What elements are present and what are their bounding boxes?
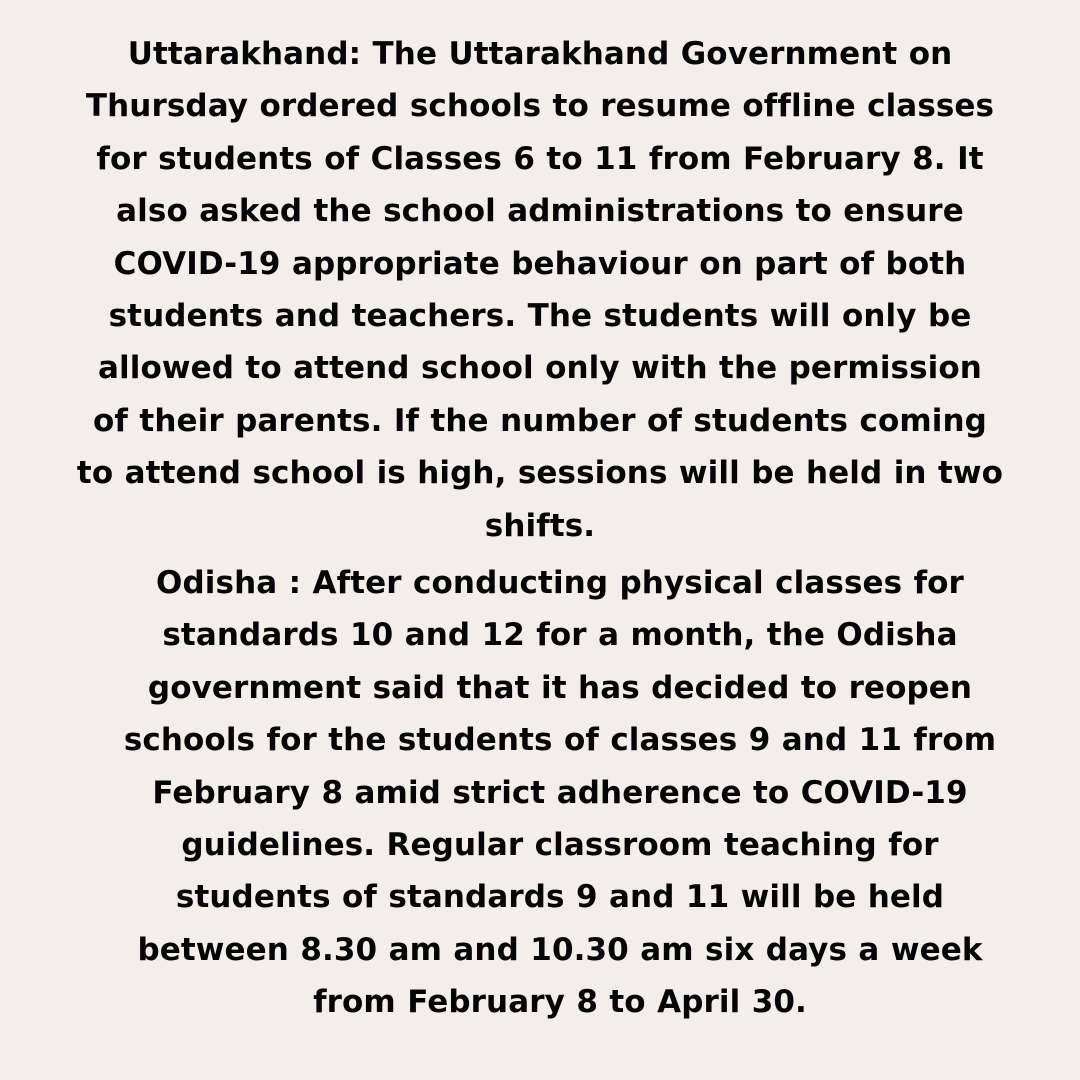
text-line: Uttarakhand: The Uttarakhand Government on: [127, 36, 953, 72]
text-line: guidelines. Regular classroom teaching for: [181, 827, 939, 864]
odisha-paragraph: [70, 557, 1050, 1029]
uttarakhand-paragraph: [30, 28, 1050, 552]
text-line: schools for the students of classes 9 and 11 from: [123, 722, 997, 759]
text-line: students of standards 9 and 11 will be held: [175, 879, 945, 916]
text-line: Thursday ordered schools to resume offline classes: [85, 88, 995, 125]
text-line: COVID-19 appropriate behaviour on part of both: [113, 245, 967, 282]
text-line: Odisha : After conducting physical classes for: [156, 565, 964, 601]
text-line: allowed to attend school only with the permission: [98, 350, 982, 387]
text-line: between 8.30 am and 10.30 am six days a week: [137, 931, 983, 968]
text-line: students and teachers. The students will only be: [108, 298, 972, 335]
text-line: from February 8 to April 30.: [313, 984, 807, 1021]
text-line: standards 10 and 12 for a month, the Odisha: [162, 617, 958, 654]
text-line: government said that it has decided to reopen: [147, 669, 973, 706]
text-line: February 8 amid strict adherence to COVID-19: [152, 774, 968, 811]
text-line: also asked the school administrations to ensure: [116, 193, 964, 230]
text-line: of their parents. If the number of students coming: [93, 402, 987, 439]
text-line: shifts.: [484, 507, 596, 544]
text-line: to attend school is high, sessions will be held in two: [76, 455, 1004, 492]
text-line: for students of Classes 6 to 11 from February 8. It: [96, 140, 984, 177]
